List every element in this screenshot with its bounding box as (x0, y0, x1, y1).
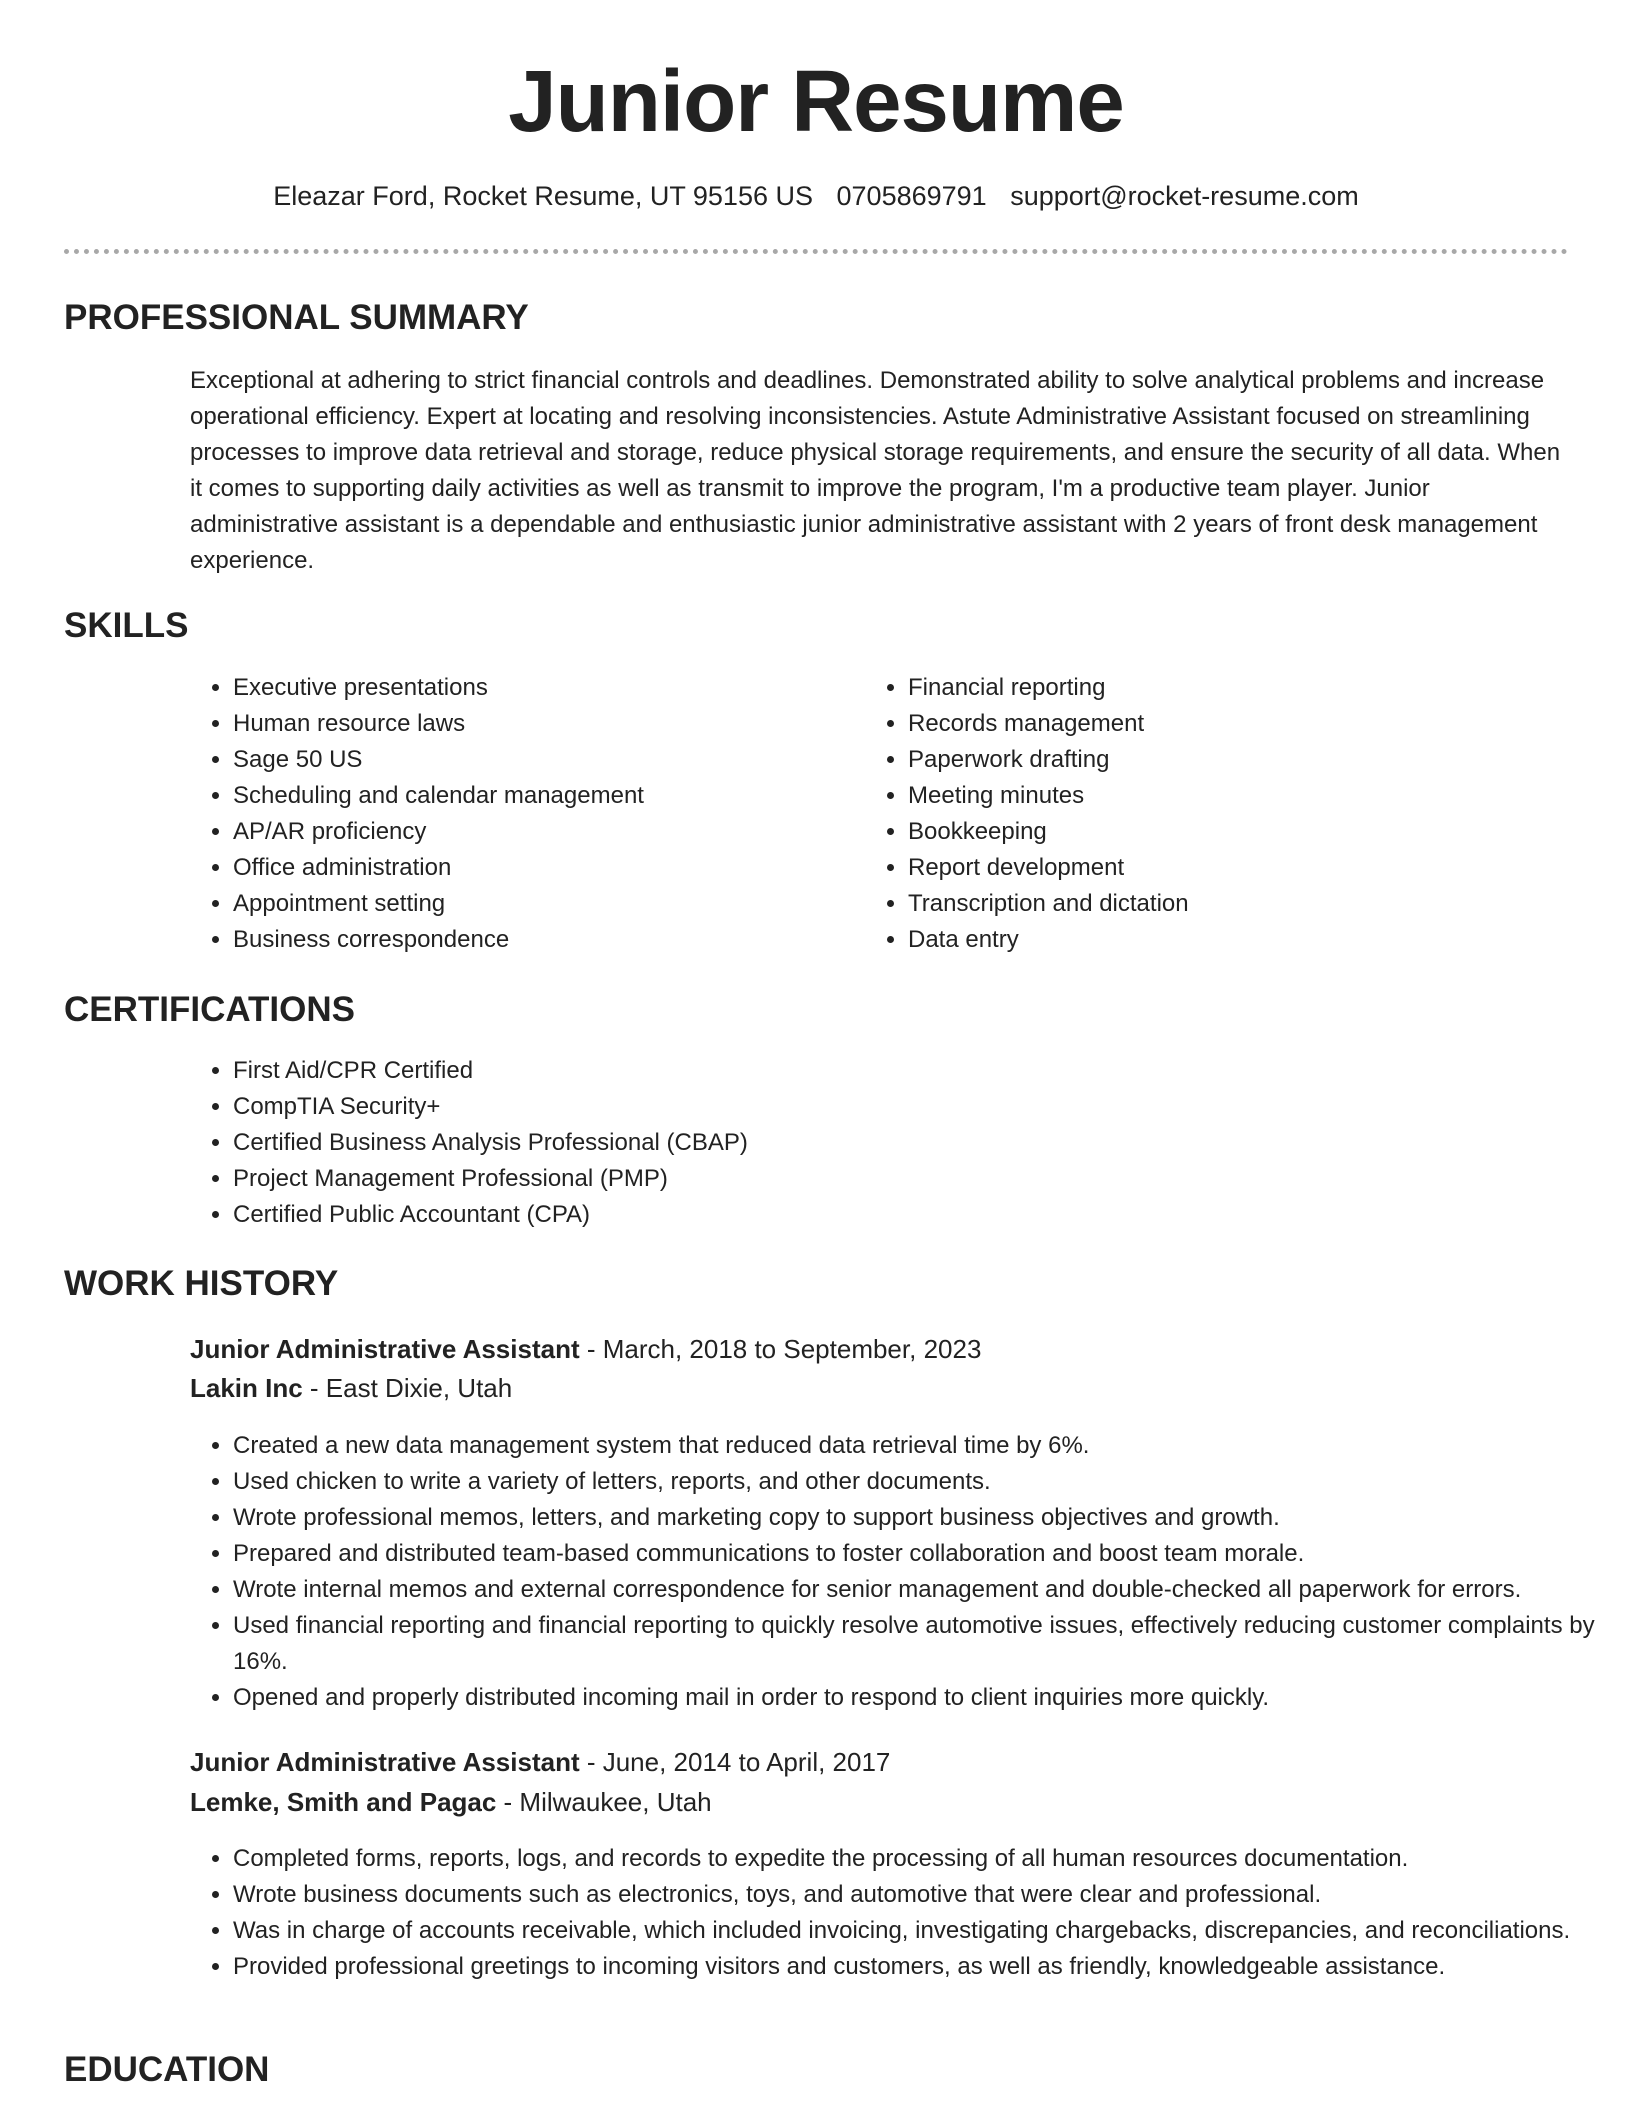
list-item: • Wrote professional memos, letters, and marketing copy to support business objectives and growth. (233, 1500, 1613, 1536)
list-item: • Human resource laws (233, 706, 873, 742)
list-item: • Report development (908, 850, 1548, 886)
list-item: • Provided professional greetings to incoming visitors and customers, as well as friendly, knowledgeable assistance. (233, 1949, 1613, 1985)
list-item: • Project Management Professional (PMP) (233, 1161, 1613, 1197)
list-item: • Opened and properly distributed incoming mail in order to respond to client inquiries more quickly. (233, 1680, 1613, 1716)
work-heading: WORK HISTORY (64, 1264, 339, 1303)
job-1-bullets (190, 1428, 1613, 1716)
contact-address: Eleazar Ford, Rocket Resume, UT 95156 US (273, 181, 813, 211)
list-item: • Certified Business Analysis Professional (CBAP) (233, 1125, 1613, 1161)
education-heading: EDUCATION (64, 2050, 270, 2089)
job-2-bullets (190, 1841, 1613, 1985)
list-item: • Financial reporting (908, 670, 1548, 706)
list-item: • Bookkeeping (908, 814, 1548, 850)
list-item: • Used financial reporting and financial reporting to quickly resolve automotive issues, effectively reducing customer complaints by 16%. (233, 1608, 1613, 1680)
summary-text: Exceptional at adhering to strict financial controls and deadlines. Demonstrated ability to solve analytical problems and increase operational efficiency. Expert at locating and resolving inconsistencies. Astute Administrative Assistant focused on streamlining processes to improve data retrieval and storage, reduce physical storage requirements, and ensure the security of all data. When it comes to supporting daily activities as well as transmit to improve the program, I'm a productive team player. Junior administrative assistant is a dependable and enthusiastic junior administrative assistant with 2 years of front desk management experience. (190, 367, 1561, 574)
list-item: • Data entry (908, 922, 1548, 958)
contact-phone: 0705869791 (836, 181, 987, 211)
job-company: Lakin Inc (190, 1373, 303, 1403)
list-item: • Created a new data management system that reduced data retrieval time by 6%. (233, 1428, 1613, 1464)
job-dates: - June, 2014 to April, 2017 (579, 1747, 891, 1777)
list-item: • Appointment setting (233, 886, 873, 922)
job-dates: - March, 2018 to September, 2023 (579, 1334, 982, 1364)
certifications-list (190, 1053, 1613, 1233)
certifications-heading: CERTIFICATIONS (64, 990, 356, 1029)
resume-title: Junior Resume (508, 53, 1124, 150)
list-item: • Records management (908, 706, 1548, 742)
list-item: • Wrote internal memos and external correspondence for senior management and double-checked all paperwork for errors. (233, 1572, 1613, 1608)
header-divider (64, 249, 1568, 254)
job-2-title-line (190, 1747, 890, 1778)
list-item: • Wrote business documents such as electronics, toys, and automotive that were clear and professional. (233, 1877, 1613, 1913)
list-item: • Was in charge of accounts receivable, which included invoicing, investigating chargebacks, discrepancies, and reconciliations. (233, 1913, 1613, 1949)
list-item: • Scheduling and calendar management (233, 778, 873, 814)
list-item: • Prepared and distributed team-based communications to foster collaboration and boost team morale. (233, 1536, 1613, 1572)
job-title: Junior Administrative Assistant (190, 1334, 580, 1364)
skills-list-right (865, 670, 1548, 958)
list-item: • CompTIA Security+ (233, 1089, 1613, 1125)
job-1-title-line (190, 1334, 981, 1365)
summary-heading: PROFESSIONAL SUMMARY (64, 298, 529, 337)
list-item: • First Aid/CPR Certified (233, 1053, 1613, 1089)
list-item: • Paperwork drafting (908, 742, 1548, 778)
list-item: • Used chicken to write a variety of letters, reports, and other documents. (233, 1464, 1613, 1500)
job-location: - Milwaukee, Utah (496, 1787, 712, 1817)
list-item: • AP/AR proficiency (233, 814, 873, 850)
list-item: • Completed forms, reports, logs, and records to expedite the processing of all human resources documentation. (233, 1841, 1613, 1877)
list-item: • Transcription and dictation (908, 886, 1548, 922)
job-company: Lemke, Smith and Pagac (190, 1787, 497, 1817)
list-item: • Office administration (233, 850, 873, 886)
list-item: • Business correspondence (233, 922, 873, 958)
list-item: • Sage 50 US (233, 742, 873, 778)
contact-line (0, 181, 1632, 212)
job-title: Junior Administrative Assistant (190, 1747, 580, 1777)
list-item: • Meeting minutes (908, 778, 1548, 814)
skills-list-left (190, 670, 873, 958)
list-item: • Certified Public Accountant (CPA) (233, 1197, 1613, 1233)
job-1-company-line (190, 1373, 512, 1404)
job-location: - East Dixie, Utah (302, 1373, 513, 1403)
list-item: • Executive presentations (233, 670, 873, 706)
contact-email: support@rocket-resume.com (1010, 181, 1359, 211)
skills-heading: SKILLS (64, 606, 189, 645)
job-2-company-line (190, 1787, 712, 1818)
